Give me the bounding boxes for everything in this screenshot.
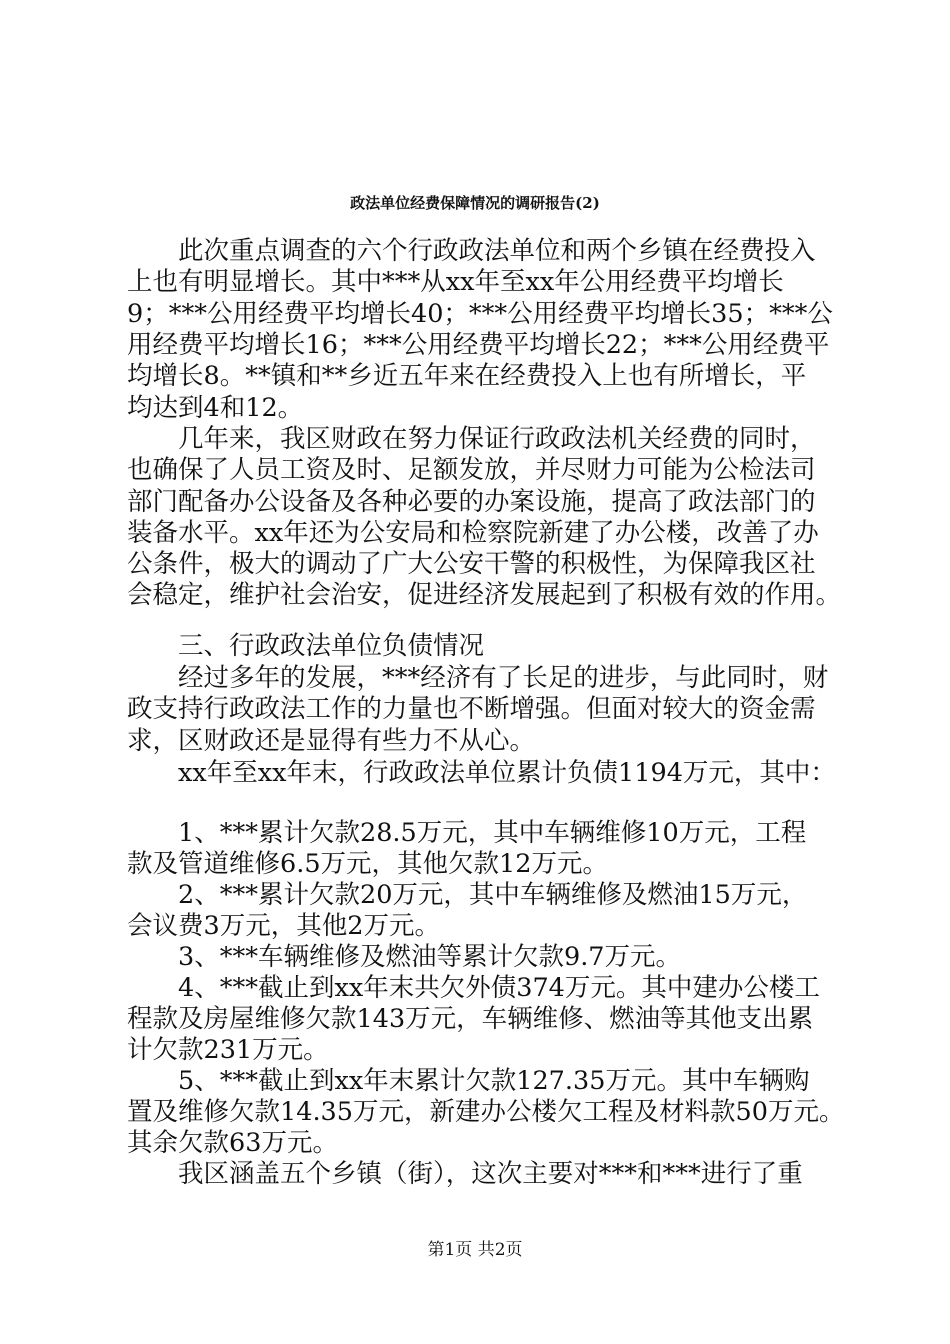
- page-number: 第1页 共2页: [427, 1240, 523, 1260]
- list-item: 程款及房屋维修欠款143万元，车辆维修、燃油等其他支出累: [127, 1004, 814, 1034]
- list-item: 置及维修欠款14.35万元，新建办公楼欠工程及材料款50万元。: [127, 1097, 845, 1127]
- document-title: 政法单位经费保障情况的调研报告(2): [350, 194, 600, 212]
- body-line: 几年来，我区财政在努力保证行政政法机关经费的同时，: [127, 424, 816, 454]
- list-item: 款及管道维修6.5万元，其他欠款12万元。: [127, 849, 609, 879]
- list-item: 计欠款231万元。: [127, 1035, 329, 1065]
- body-line: 公条件，极大的调动了广大公安干警的积极性，为保障我区社: [127, 549, 816, 579]
- body-line: 会稳定，维护社会治安，促进经济发展起到了积极有效的作用。: [127, 580, 842, 610]
- body-line: 政支持行政政法工作的力量也不断增强。但面对较大的资金需: [127, 694, 816, 724]
- list-item: 5、***截止到xx年末累计欠款127.35万元。其中车辆购: [127, 1066, 810, 1096]
- body-line: 部门配备办公设备及各种必要的办案设施，提高了政法部门的: [127, 487, 816, 517]
- body-line: 求，区财政还是显得有些力不从心。: [127, 726, 536, 756]
- body-line: xx年至xx年末，行政政法单位累计负债1194万元，其中：: [127, 758, 836, 788]
- body-line: 也确保了人员工资及时、足额发放，并尽财力可能为公检法司: [127, 455, 816, 485]
- body-line: 装备水平。xx年还为公安局和检察院新建了办公楼，改善了办: [127, 518, 819, 548]
- body-line: 用经费平均增长16；***公用经费平均增长22；***公用经费平: [127, 330, 830, 360]
- body-line: 经过多年的发展，***经济有了长足的进步，与此同时，财: [127, 663, 829, 693]
- list-item: 3、***车辆维修及燃油等累计欠款9.7万元。: [127, 942, 682, 972]
- list-item: 1、***累计欠款28.5万元，其中车辆维修10万元，工程: [127, 818, 807, 848]
- body-line: 上也有明显增长。其中***从xx年至xx年公用经费平均增长: [127, 267, 784, 297]
- body-line: 我区涵盖五个乡镇（街），这次主要对***和***进行了重: [127, 1159, 803, 1189]
- body-line: 均达到4和12。: [127, 393, 304, 423]
- list-item: 其余欠款63万元。: [127, 1128, 338, 1158]
- list-item: 会议费3万元，其他2万元。: [127, 911, 440, 941]
- list-item: 4、***截止到xx年末共欠外债374万元。其中建办公楼工: [127, 973, 820, 1003]
- body-line: 9；***公用经费平均增长40；***公用经费平均增长35；***公: [127, 299, 833, 329]
- list-item: 2、***累计欠款20万元，其中车辆维修及燃油15万元，: [127, 880, 808, 910]
- section-heading: 三、行政政法单位负债情况: [127, 631, 485, 661]
- body-line: 均增长8。**镇和**乡近五年来在经费投入上也有所增长，平: [127, 361, 807, 391]
- body-line: 此次重点调查的六个行政政法单位和两个乡镇在经费投入: [127, 236, 816, 266]
